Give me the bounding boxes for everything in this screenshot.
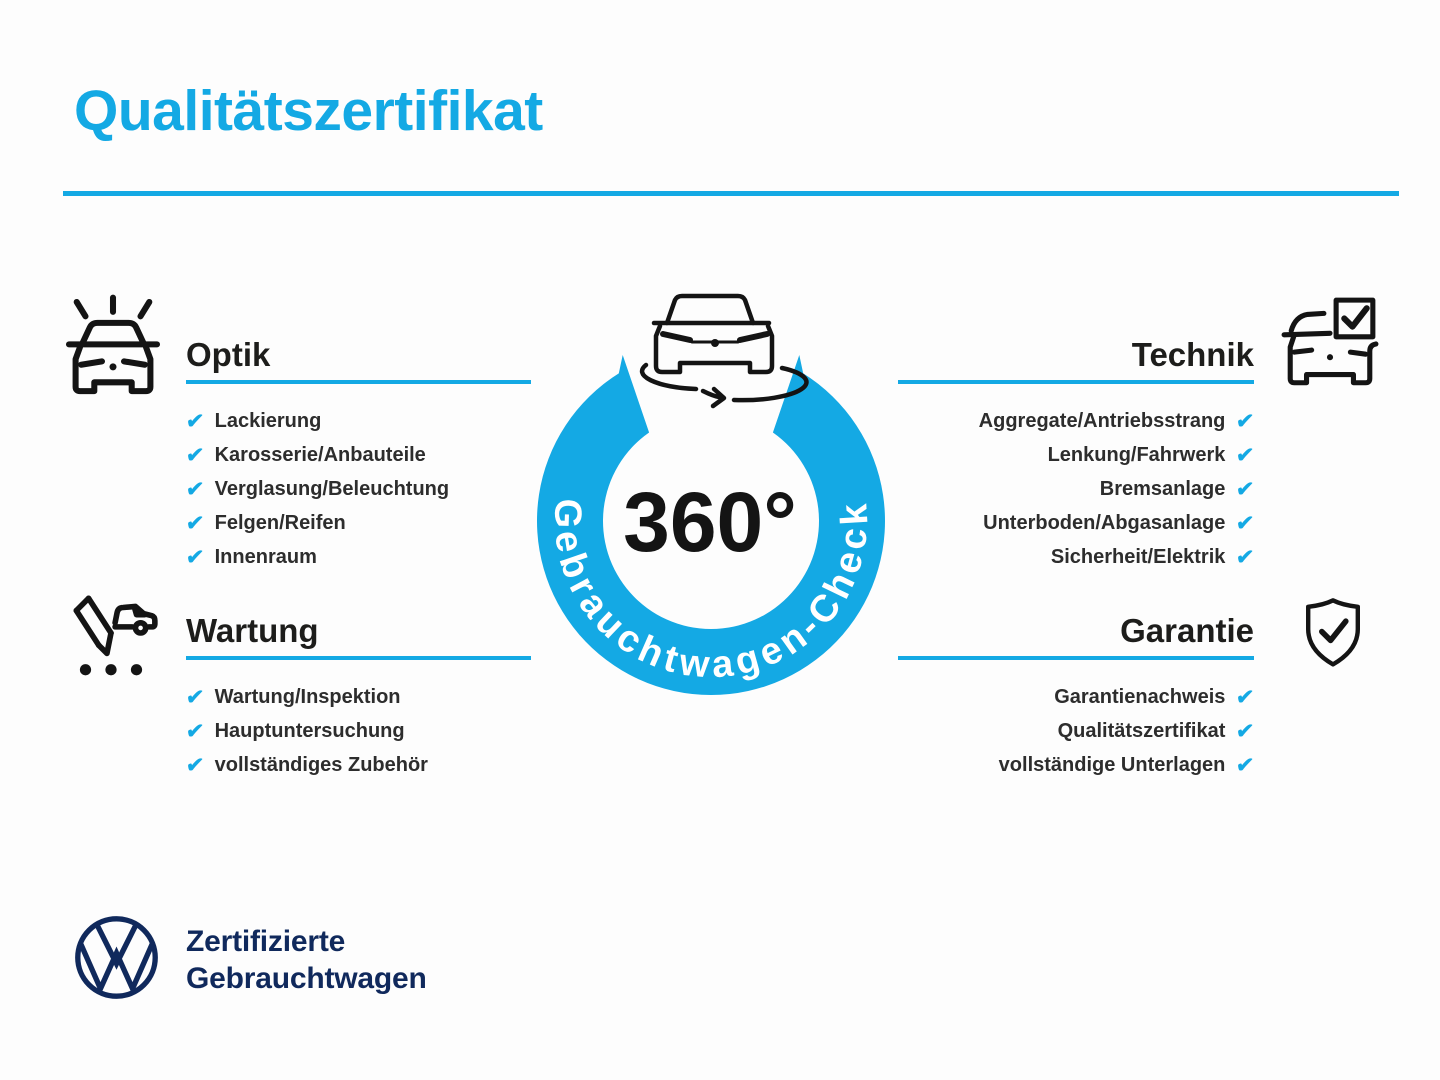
check-icon: ✔ (184, 753, 205, 777)
optik-checklist (186, 404, 531, 574)
checklist-item (186, 506, 531, 540)
section-divider (898, 380, 1254, 384)
checklist-item-label: Lackierung (214, 409, 322, 432)
brand-wordmark (186, 923, 427, 997)
check-icon: ✔ (184, 477, 205, 501)
checklist-item-label: Wartung/Inspektion (214, 685, 401, 708)
checklist-item (186, 438, 531, 472)
360-check-graphic (520, 270, 920, 710)
checklist-item-label: Qualitätszertifikat (1057, 719, 1226, 742)
checklist-item-label: Innenraum (214, 545, 317, 568)
checklist-item-label: Garantienachweis (1054, 685, 1226, 708)
checklist-item-label: Felgen/Reifen (214, 511, 346, 534)
check-icon: ✔ (1235, 753, 1256, 777)
check-icon: ✔ (1235, 443, 1256, 467)
checklist-item-label: vollständiges Zubehör (214, 753, 428, 776)
section-garantie-title: Garantie (1120, 612, 1254, 649)
section-divider (186, 656, 531, 660)
checklist-item-label: Verglasung/Beleuchtung (214, 477, 450, 500)
checklist-item (186, 748, 531, 782)
checklist-item (186, 714, 531, 748)
garantie-checklist (898, 680, 1254, 782)
shield-check-icon (1293, 590, 1373, 678)
title-divider (63, 191, 1399, 196)
check-icon: ✔ (184, 545, 205, 569)
check-icon: ✔ (1235, 477, 1256, 501)
checklist-item-label: Aggregate/Antriebsstrang (978, 409, 1226, 432)
checklist-item (898, 714, 1254, 748)
degree-label: 360° (623, 475, 797, 569)
section-wartung-title: Wartung (186, 612, 319, 649)
car-checkbox-icon (1279, 292, 1381, 398)
check-icon: ✔ (1235, 409, 1256, 433)
checklist-item (898, 472, 1254, 506)
car-front-shine-icon (57, 291, 169, 401)
checklist-item (186, 472, 531, 506)
section-garantie (898, 610, 1254, 782)
check-icon: ✔ (184, 409, 205, 433)
car-rotation-360-icon (642, 296, 806, 406)
check-icon: ✔ (1235, 545, 1256, 569)
checklist-item (898, 748, 1254, 782)
checklist-item (898, 404, 1254, 438)
checklist-item (186, 404, 531, 438)
checklist-item (898, 540, 1254, 574)
checklist-item-label: Hauptuntersuchung (214, 719, 405, 742)
checklist-item (186, 680, 531, 714)
checklist-item-label: Bremsanlage (1099, 477, 1226, 500)
section-divider (186, 380, 531, 384)
checklist-item-label: Karosserie/Anbauteile (214, 443, 426, 466)
checklist-item-label: Lenkung/Fahrwerk (1047, 443, 1226, 466)
section-optik (186, 334, 531, 574)
checklist-item-label: Sicherheit/Elektrik (1050, 545, 1226, 568)
section-optik-title: Optik (186, 336, 271, 373)
wartung-checklist (186, 680, 531, 782)
checklist-item-label: Unterboden/Abgasanlage (983, 511, 1226, 534)
ring-label: Gebrauchtwagen-Check (545, 497, 877, 687)
checklist-item (898, 506, 1254, 540)
check-icon: ✔ (1235, 719, 1256, 743)
check-icon: ✔ (184, 685, 205, 709)
checklist-item (898, 680, 1254, 714)
check-icon: ✔ (184, 443, 205, 467)
technik-checklist (898, 404, 1254, 574)
section-technik (898, 334, 1254, 574)
pencil-car-checklist-icon (60, 582, 162, 684)
check-icon: ✔ (184, 511, 205, 535)
check-icon: ✔ (1235, 685, 1256, 709)
page-title: Qualitätszertifikat (74, 79, 543, 143)
brand-footer (72, 913, 492, 1023)
section-divider (898, 656, 1254, 660)
checklist-item (898, 438, 1254, 472)
vw-logo-icon (72, 913, 161, 1002)
section-wartung (186, 610, 531, 782)
brand-line-2: Gebrauchtwagen (186, 962, 427, 995)
brand-line-1: Zertifizierte (186, 925, 346, 958)
checklist-item-label: vollständige Unterlagen (998, 753, 1226, 776)
check-icon: ✔ (1235, 511, 1256, 535)
section-technik-title: Technik (1131, 336, 1254, 373)
check-icon: ✔ (184, 719, 205, 743)
checklist-item (186, 540, 531, 574)
